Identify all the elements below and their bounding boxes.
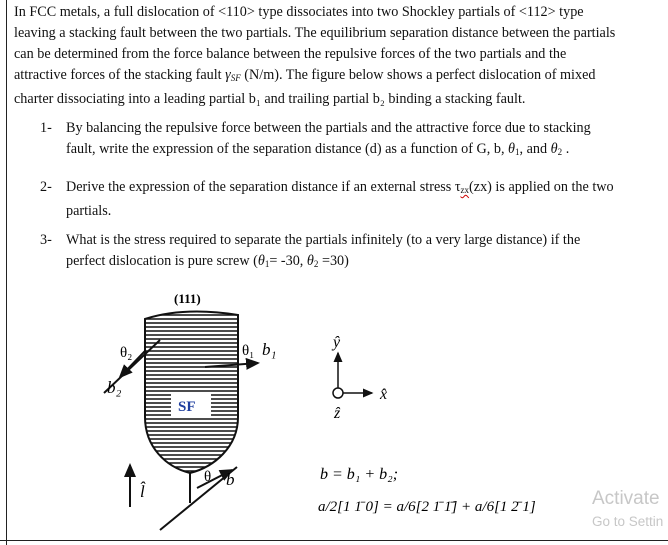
question-1-line-2 (66, 139, 646, 163)
sf-label: SF (178, 399, 196, 415)
stacking-fault-outline (145, 312, 238, 473)
z-axis-label: ẑ (334, 405, 341, 422)
question-3-eq2: =30) (318, 253, 349, 269)
activate-watermark: Activate (592, 488, 660, 509)
question-1-line-1: By balancing the repulsive force between the partials and the attractive force due to stacking (66, 120, 591, 136)
theta1-symbol: θ (257, 253, 265, 269)
intro-line-4 (14, 65, 660, 89)
question-3-line-2a: perfect dislocation is pure screw ( (66, 253, 258, 269)
burgers-sum-equation: b = b₁ + b₂; (320, 466, 399, 483)
question-3-line-2 (66, 251, 646, 275)
question-2-line-2: partials. (66, 203, 112, 219)
theta2-subscript: 2 (313, 259, 319, 269)
theta1-subscript: 1 (264, 259, 270, 269)
gamma-subscript: SF (230, 73, 241, 83)
b-label: b (226, 470, 235, 489)
question-3-eq1: = -30, (269, 253, 307, 269)
tau-subscript: zx (460, 185, 470, 195)
x-axis-label: x̂ (380, 386, 388, 403)
plane-label: (111) (174, 291, 201, 306)
page-border-bottom (0, 540, 668, 541)
question-2-line-1a: Derive the expression of the separation distance if an external stress τ (66, 179, 461, 195)
question-3-line-1: What is the stress required to separate the partials infinitely (to a very large distance) if the (66, 232, 581, 248)
theta2-subscript: 2 (557, 147, 563, 157)
theta1-symbol: θ (508, 141, 516, 157)
intro-line-5: charter dissociating into a leading partial b₁ and trailing partial b₂ binding a stacking fault. (14, 91, 526, 107)
settings-watermark: Go to Settin (592, 514, 664, 529)
dislocation-figure (0, 285, 668, 540)
intro-line-4a: attractive forces of the stacking fault (14, 67, 226, 83)
question-1-line-2c: . (562, 141, 570, 157)
b1-label: b₁ (262, 340, 277, 359)
question-1-line-2a: fault, write the expression of the separation distance (d) as a function of G, b, (66, 141, 509, 157)
burgers-index-equation: a/2[1 1̄ 0] = a/6[2 1̄ 1̄] + a/6[1 2̄ 1] (318, 499, 536, 515)
intro-line-4b: (N/m). The figure below shows a perfect dislocation of mixed (240, 67, 596, 83)
theta2-symbol: θ (550, 141, 558, 157)
intro-line-3: can be determined from the force balance between the repulsive forces of the two partials and the (14, 46, 567, 62)
z-axis-dot (333, 388, 343, 398)
question-number: 2- (40, 179, 52, 195)
theta1-label: θ₁ (242, 343, 255, 359)
y-axis-label: ŷ (333, 334, 341, 351)
question-number: 3- (40, 232, 52, 248)
theta2-symbol: θ (306, 253, 314, 269)
intro-paragraph (14, 2, 660, 110)
l-label: l̂ (140, 482, 145, 501)
intro-line-2: leaving a stacking fault between the two partials. The equilibrium separation distance between the partials (14, 25, 616, 41)
gamma-symbol: γ (225, 67, 231, 83)
theta1-subscript: 1 (515, 147, 520, 157)
intro-line-1: In FCC metals, a full dislocation of <110> type dissociates into two Shockley partials of <112> type (14, 4, 584, 20)
question-2-line-1b: (zx) is applied on the two (469, 179, 614, 195)
b2-label: b₂ (107, 378, 122, 397)
theta-label: θ (204, 469, 212, 485)
theta2-label: θ₂ (120, 345, 133, 361)
figure-svg (0, 285, 668, 540)
question-1-line-2b: , and (519, 141, 551, 157)
question-2-line-1 (66, 177, 646, 201)
question-number: 1- (40, 120, 52, 136)
